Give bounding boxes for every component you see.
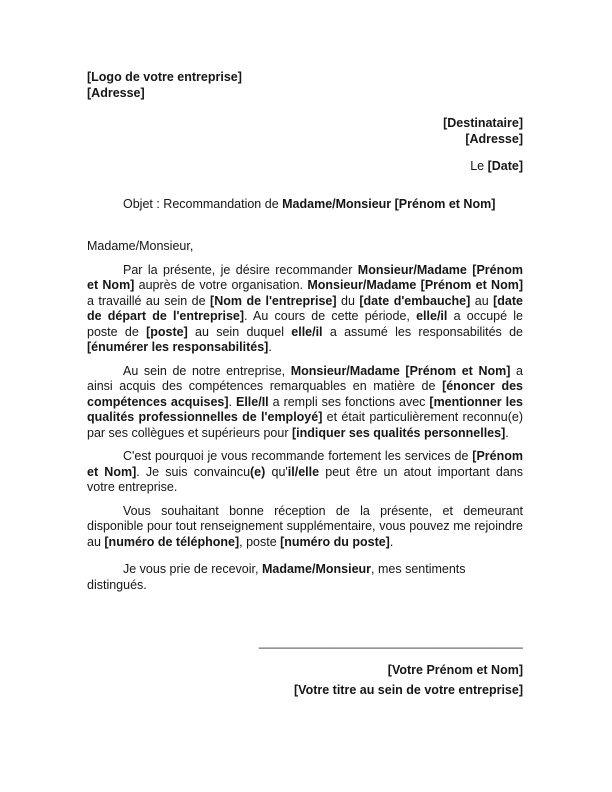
text-run: [Date] [487,159,523,173]
text-run: Monsieur/Madame [Prénom et Nom] [290,363,511,378]
text-run: qu' [265,464,288,479]
text-run: [date d'embauche] [359,293,471,308]
text-run: Au sein de notre entreprise, [123,363,291,378]
text-run: a occupé le poste de [87,309,523,339]
text-run: . [228,394,236,409]
text-run: [poste] [146,324,188,339]
recipient-name-placeholder: [Destinataire] [443,116,523,130]
text-run: a travaillé au sein de [87,293,211,308]
text-run: . Au cours de cette période, [244,309,417,323]
text-run: [numéro du poste] [280,534,390,549]
text-run: au [470,293,494,308]
body-paragraph-3 [87,449,523,496]
text-run: , mes sentiments distingués. [87,562,466,592]
text-run: . Je suis convaincu [136,464,251,479]
body-paragraph-1 [87,263,523,356]
signature-rule: ______________________________________ [258,635,523,649]
text-run: Monsieur/Madame [Prénom et Nom] [307,278,523,292]
text-run: elle/il [291,324,323,339]
text-run: C'est pourquoi je vous recommande fortement les services de [123,449,473,463]
text-run: et était particulièrement reconnu(e) par ses collègues et supérieurs pour [87,410,523,440]
subject-line [87,197,523,213]
text-run: [énoncer des compétences acquises] [87,379,523,409]
text-run: Objet : Recommandation de [123,196,283,211]
body-paragraph-4 [87,504,523,551]
text-run: du [336,293,360,308]
salutation: Madame/Monsieur, [87,239,194,253]
text-run: . [268,340,272,354]
text-run: [indiquer ses qualités personnelles] [291,425,506,440]
text-run: a rempli ses fonctions avec [268,394,430,409]
text-run: Elle/Il [236,394,269,409]
text-run: peut être un atout important dans votre entreprise. [87,464,523,494]
sender-address-placeholder: [Adresse] [87,85,145,100]
text-run: Je vous prie de recevoir, [123,562,262,576]
text-run: au sein duquel [187,324,292,339]
text-run: a ainsi acquis des compétences remarquables en matière de [87,363,523,393]
text-run: . [505,425,509,440]
signature-name-placeholder: [Votre Prénom et Nom] [387,662,523,677]
text-run: a assumé les responsabilités de [322,324,523,339]
text-run: [date de départ de l'entreprise] [87,293,523,323]
text-run: . [389,534,394,549]
text-run: [mentionner les qualités professionnelles de l'employé] [87,394,523,424]
sender-logo-placeholder: [Logo de votre entreprise] [87,70,242,84]
text-run: Monsieur/Madame [Prénom et Nom] [87,262,523,292]
signature-title-placeholder: [Votre titre au sein de votre entreprise] [294,683,523,697]
recipient-address-placeholder: [Adresse] [465,131,523,146]
text-run: [numéro de téléphone] [104,534,240,549]
body-paragraph-2 [87,364,523,442]
text-run: [Prénom et Nom] [87,449,523,479]
date-line [87,159,523,175]
text-run: (e) [250,464,266,479]
text-run: Le [470,159,488,173]
text-run: [énumérer les responsabilités] [87,340,269,354]
text-run: Vous souhaitant bonne réception de la présente, et demeurant disponible pour tout renseignement supplémentaire, vous pouvez me rejoindre au [87,503,523,549]
signature-block [87,635,523,699]
sender-block [87,70,523,101]
text-run: Par la présente, je désire recommander [123,262,358,277]
text-run: il/elle [287,464,320,479]
text-run: auprès de votre organisation. [134,278,308,292]
text-run: Madame/Monsieur [Prénom et Nom] [282,196,496,211]
text-run: elle/il [416,309,448,323]
closing-line [87,562,523,593]
text-run: Madame/Monsieur [261,562,372,576]
text-run: , poste [239,534,281,549]
recipient-block [87,116,523,147]
text-run: [Nom de l'entreprise] [210,293,337,308]
